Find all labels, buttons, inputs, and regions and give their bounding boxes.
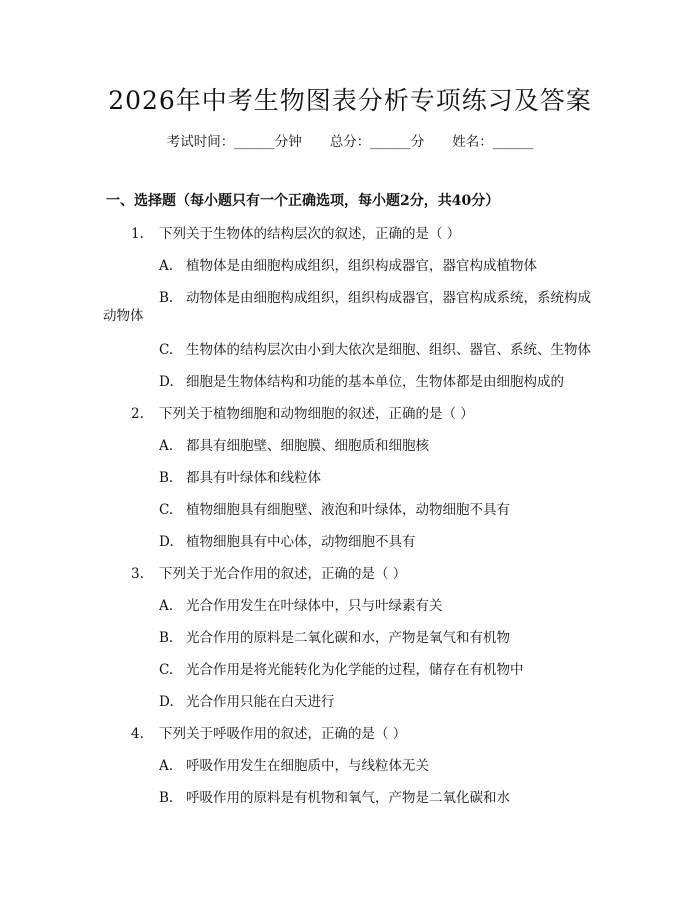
option-label: A. [159, 598, 174, 614]
question-3-option-a [159, 596, 443, 616]
option-text: 呼吸作用的原料是有机物和氧气，产物是二氧化碳和水 [186, 790, 510, 806]
option-text: 光合作用的原料是二氧化碳和水，产物是氧气和有机物 [186, 630, 510, 646]
question-number: 4. [131, 726, 144, 742]
option-label: A. [159, 758, 174, 774]
question-2-option-a [159, 436, 429, 456]
option-label: A. [159, 438, 174, 454]
question-number: 1. [131, 226, 144, 242]
section-heading: 一、选择题（每小题只有一个正确选项，每小题2分，共40分） [106, 193, 500, 209]
option-label: B. [159, 790, 174, 806]
option-text: 光合作用发生在叶绿体中，只与叶绿素有关 [186, 598, 443, 614]
option-label: D. [159, 694, 174, 710]
option-label: C. [159, 662, 174, 678]
option-label: B. [159, 470, 174, 486]
exam-meta [0, 132, 700, 152]
question-4-option-b [159, 788, 510, 808]
question-2-option-d [159, 532, 416, 552]
question-text: 下列关于生物体的结构层次的叙述，正确的是（ ） [159, 226, 461, 242]
option-text: 生物体的结构层次由小到大依次是细胞、组织、器官、系统、生物体 [186, 342, 591, 358]
option-label: B. [159, 290, 174, 306]
question-2-option-c [159, 500, 510, 520]
exam-time-field: 考试时间：______分钟 [166, 134, 302, 150]
question-1-option-a [159, 256, 537, 276]
question-text: 下列关于光合作用的叙述，正确的是（ ） [159, 566, 407, 582]
question-3-option-b [159, 628, 510, 648]
option-label: C. [159, 502, 174, 518]
option-text: 都具有叶绿体和线粒体 [186, 470, 321, 486]
question-1 [131, 224, 460, 244]
option-label: A. [159, 258, 174, 274]
option-label: C. [159, 342, 174, 358]
question-1-option-d [159, 372, 564, 392]
option-text: 细胞是生物体结构和功能的基本单位，生物体都是由细胞构成的 [186, 374, 564, 390]
question-3 [131, 564, 406, 584]
page-title: 2026年中考生物图表分析专项练习及答案 [108, 86, 592, 115]
total-score-field: 总分：______分 [329, 134, 425, 150]
option-text: 光合作用是将光能转化为化学能的过程，储存在有机物中 [186, 662, 524, 678]
option-text: 植物细胞具有中心体，动物细胞不具有 [186, 534, 416, 550]
option-text: 光合作用只能在白天进行 [186, 694, 335, 710]
option-label: D. [159, 374, 174, 390]
question-number: 3. [131, 566, 144, 582]
option-text: 植物体是由细胞构成组织，组织构成器官，器官构成植物体 [186, 258, 537, 274]
question-text: 下列关于呼吸作用的叙述，正确的是（ ） [159, 726, 407, 742]
question-number: 2. [131, 406, 144, 422]
question-1-option-b [159, 288, 591, 308]
question-4-option-a [159, 756, 429, 776]
student-name-field: 姓名：______ [452, 134, 534, 150]
question-1-option-c [159, 340, 591, 360]
option-text: 动物体是由细胞构成组织，组织构成器官，器官构成系统，系统构成 [186, 290, 591, 306]
question-4 [131, 724, 406, 744]
option-text: 植物细胞具有细胞壁、液泡和叶绿体，动物细胞不具有 [186, 502, 510, 518]
question-2-option-b [159, 468, 321, 488]
option-text: 呼吸作用发生在细胞质中，与线粒体无关 [186, 758, 429, 774]
question-3-option-d [159, 692, 335, 712]
option-text: 都具有细胞壁、细胞膜、细胞质和细胞核 [186, 438, 429, 454]
option-label: D. [159, 534, 174, 550]
question-1-option-b-continued: 动物体 [103, 308, 144, 324]
question-text: 下列关于植物细胞和动物细胞的叙述，正确的是（ ） [159, 406, 474, 422]
question-2 [131, 404, 474, 424]
question-3-option-c [159, 660, 524, 680]
option-label: B. [159, 630, 174, 646]
